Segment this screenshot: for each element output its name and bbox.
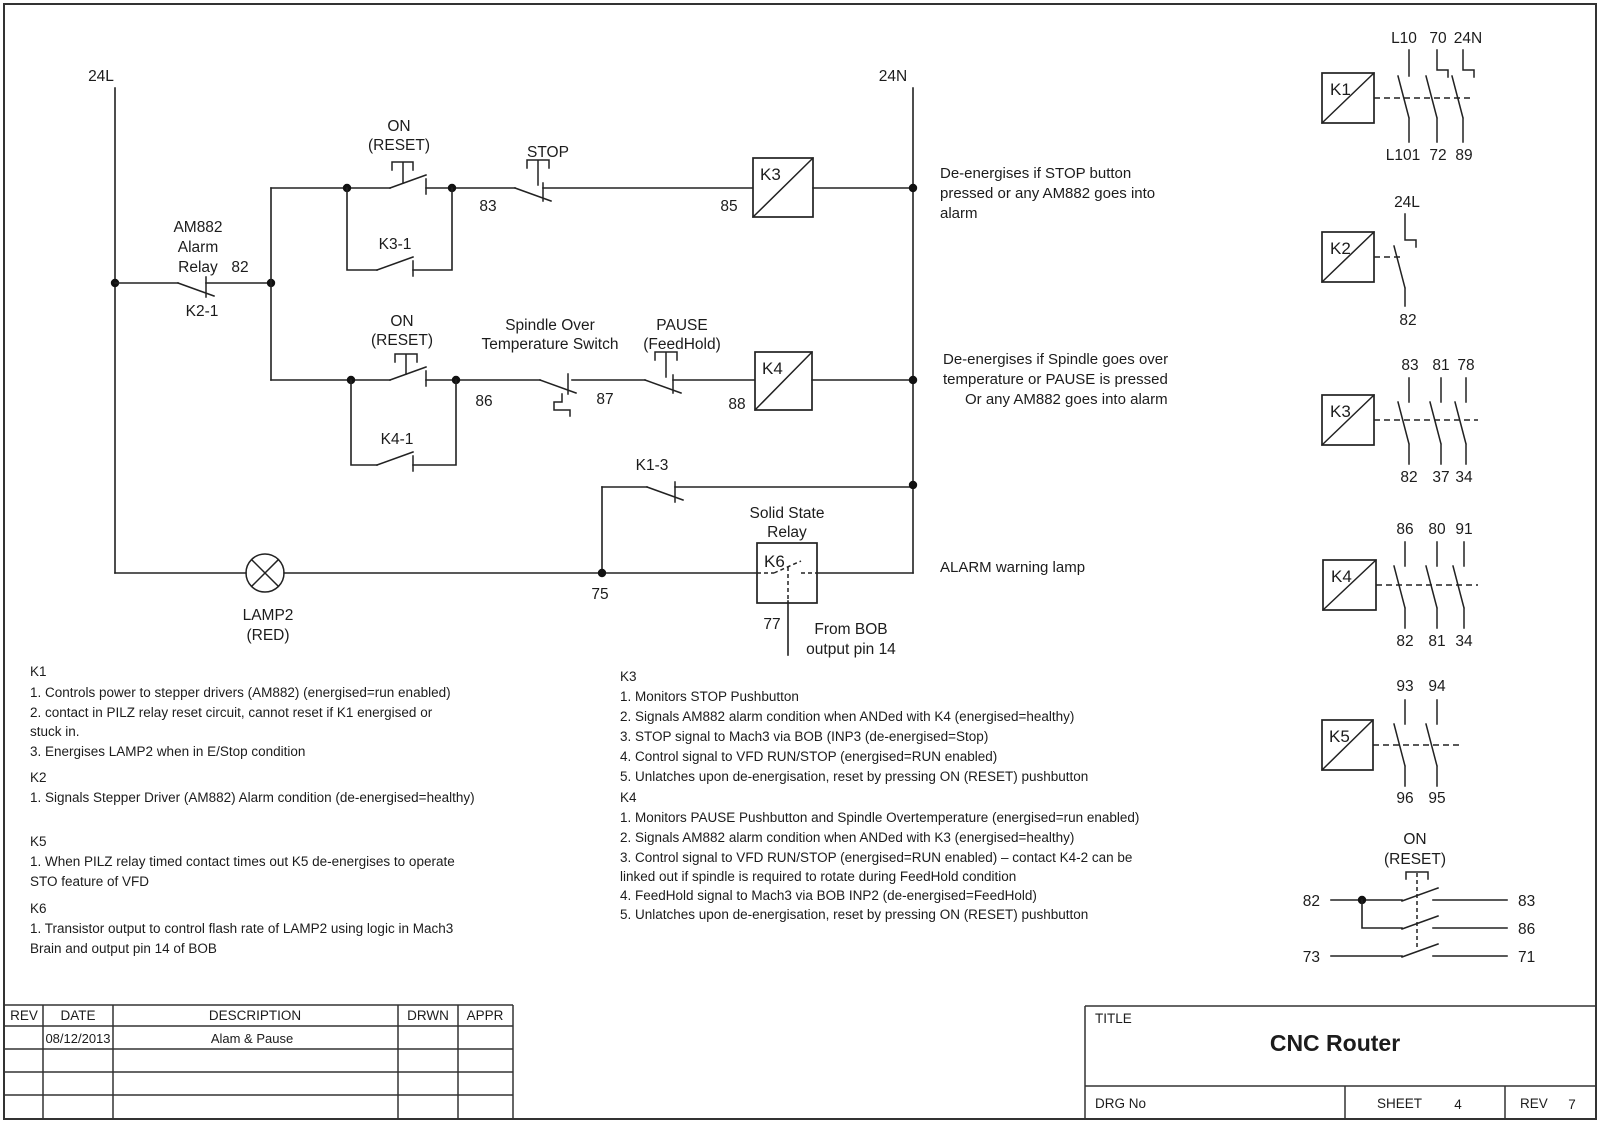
- rung1-annotation-1: De-energises if STOP button: [940, 165, 1132, 182]
- reset-chart-left-terminal: 73: [1302, 949, 1320, 966]
- chart-k3-top-terminal: 78: [1457, 357, 1475, 374]
- note-k4-line: 5. Unlatches upon de-energisation, reset by pressing ON (RESET) pushbutton: [620, 907, 1089, 922]
- title-block: [1085, 1006, 1596, 1119]
- k4-1-label: K4-1: [380, 431, 414, 448]
- alarm-lamp-annotation: ALARM warning lamp: [940, 559, 1086, 576]
- note-k4-heading: K4: [620, 790, 637, 805]
- note-k5-heading: K5: [30, 834, 47, 849]
- ssr-label-1: Solid State: [749, 505, 825, 522]
- on-reset-chart: [1303, 831, 1536, 966]
- rev-table-header-date: DATE: [60, 1008, 96, 1023]
- lamp2-icon: [246, 554, 284, 592]
- on-reset-pushbutton-2-icon: [390, 354, 426, 386]
- reset-chart-right-terminal: 83: [1518, 893, 1536, 910]
- contact-chart-k1: [1322, 30, 1482, 164]
- note-k3-line: 3. STOP signal to Mach3 via BOB (INP3 (de-energised=Stop): [620, 729, 989, 744]
- left-rail-24l: [88, 68, 115, 573]
- rung1-annotation-3: alarm: [940, 205, 978, 222]
- k3-1-latch-branch: [347, 188, 452, 276]
- chart-k3-bottom-terminal: 37: [1432, 469, 1450, 486]
- chart-k1-bottom-terminal: 72: [1429, 147, 1447, 164]
- note-k1-line: 3. Energises LAMP2 when in E/Stop condition: [30, 744, 306, 759]
- chart-k4-name: K4: [1331, 567, 1352, 586]
- chart-k1-top-terminal: 24N: [1453, 30, 1483, 47]
- chart-k1-bottom-terminal: L101: [1385, 147, 1421, 164]
- rung2-annotation-3: Or any AM882 goes into alarm: [965, 391, 1168, 408]
- rung1-on-label: ON: [387, 118, 411, 135]
- chart-k5-top-terminal: 93: [1396, 678, 1414, 695]
- note-k3-line: 2. Signals AM882 alarm condition when ANDed with K4 (energised=healthy): [620, 709, 1075, 724]
- rev-label: REV: [1520, 1096, 1548, 1111]
- chart-k4-bottom-terminal: 82: [1396, 633, 1414, 650]
- chart-k5-top-terminal: 94: [1428, 678, 1446, 695]
- terminal-86: 86: [475, 393, 493, 410]
- lamp2-label-2: (RED): [246, 627, 290, 644]
- terminal-87: 87: [596, 391, 614, 408]
- rev-table-date-cell: 08/12/2013: [45, 1031, 111, 1046]
- reset-chart-left-terminal: 82: [1302, 893, 1320, 910]
- temperature-switch-icon: [540, 374, 576, 416]
- note-k4-line: linked out if spindle is required to rotate during FeedHold condition: [620, 869, 1017, 884]
- title-label: TITLE: [1095, 1011, 1132, 1026]
- note-k3-line: 4. Control signal to VFD RUN/STOP (energised=RUN enabled): [620, 749, 998, 764]
- k3-1-label: K3-1: [378, 236, 412, 253]
- rung1: [271, 118, 1155, 276]
- note-k1-line: 1. Controls power to stepper drivers (AM882) (energised=run enabled): [30, 685, 451, 700]
- pushbutton-actuator-icon: [1406, 872, 1428, 950]
- am882-label-1: AM882: [173, 219, 223, 236]
- rev-table-description-cell: Alam & Pause: [210, 1031, 294, 1046]
- terminal-82: 82: [231, 259, 249, 276]
- notes-middle-column: [620, 669, 1139, 922]
- note-k4-line: 3. Control signal to VFD RUN/STOP (energised=RUN enabled) – contact K4-2 can be: [620, 850, 1133, 865]
- note-k5-line: 1. When PILZ relay timed contact times out K5 de-energises to operate: [30, 854, 455, 869]
- rung2-on-label: ON: [390, 313, 414, 330]
- chart-k4-top-terminal: 86: [1396, 521, 1414, 538]
- reset-chart-reset-label: (RESET): [1384, 851, 1446, 868]
- sheet-number: 4: [1454, 1097, 1462, 1112]
- notes-left-column: [30, 664, 475, 956]
- reset-chart-right-terminal: 71: [1518, 949, 1536, 966]
- reset-chart-right-terminal: 86: [1518, 921, 1536, 938]
- note-k6-line: 1. Transistor output to control flash rate of LAMP2 using logic in Mach3: [30, 921, 454, 936]
- note-k4-line: 2. Signals AM882 alarm condition when ANDed with K3 (energised=healthy): [620, 830, 1075, 845]
- chart-k1-top-terminal: 70: [1429, 30, 1447, 47]
- rev-table-header-description: DESCRIPTION: [208, 1008, 302, 1023]
- pause-button-icon: [645, 352, 681, 393]
- chart-k5-bottom-terminal: 96: [1396, 790, 1414, 807]
- k2-1-label: K2-1: [185, 303, 219, 320]
- chart-k3-bottom-terminal: 34: [1455, 469, 1473, 486]
- note-k3-line: 1. Monitors STOP Pushbutton: [620, 689, 799, 704]
- k6-ssr: [757, 543, 817, 655]
- am882-label-3: Relay: [178, 259, 218, 276]
- rung3-lamp-circuit: [115, 457, 1085, 658]
- rung2-annotation-2: temperature or PAUSE is pressed: [943, 371, 1168, 388]
- chart-k3-name: K3: [1330, 402, 1351, 421]
- note-k6-line: Brain and output pin 14 of BOB: [30, 941, 217, 956]
- chart-k1-name: K1: [1330, 80, 1351, 99]
- contact-chart-k5: [1322, 678, 1462, 807]
- chart-k5-bottom-terminal: 95: [1428, 790, 1446, 807]
- rev-table-header-drwn: DRWN: [407, 1008, 449, 1023]
- temp-switch-label-1: Spindle Over: [505, 317, 595, 334]
- chart-k4-bottom-terminal: 81: [1428, 633, 1446, 650]
- bob-label-2: output pin 14: [806, 641, 896, 658]
- rung1-annotation-2: pressed or any AM882 goes into: [940, 185, 1156, 202]
- note-k2-heading: K2: [30, 770, 47, 785]
- rung2-annotation-1: De-energises if Spindle goes over: [943, 351, 1169, 368]
- note-k4-line: 4. FeedHold signal to Mach3 via BOB INP2 (de-energised=FeedHold): [620, 888, 1037, 903]
- am882-label-2: Alarm: [177, 239, 219, 256]
- lamp2-label-1: LAMP2: [242, 607, 294, 624]
- ssr-label-2: Relay: [767, 524, 807, 541]
- k2-1-branch: [111, 188, 275, 380]
- terminal-88: 88: [728, 396, 746, 413]
- reset-chart-on-label: ON: [1403, 831, 1427, 848]
- note-k6-heading: K6: [30, 901, 47, 916]
- terminal-75: 75: [591, 586, 609, 603]
- rung1-reset-label: (RESET): [368, 137, 430, 154]
- sheet-label: SHEET: [1377, 1096, 1423, 1111]
- k4-coil: [755, 352, 812, 410]
- pause-label-1: PAUSE: [656, 317, 708, 334]
- k3-coil: [753, 158, 813, 217]
- right-rail-24n: [879, 68, 913, 573]
- chart-k3-top-terminal: 83: [1401, 357, 1419, 374]
- k3-coil-label: K3: [760, 165, 781, 184]
- k2-1-contact-icon: [178, 277, 214, 297]
- chart-k1-top-terminal: L10: [1391, 30, 1417, 47]
- note-k1-heading: K1: [30, 664, 47, 679]
- k4-1-latch-branch: [351, 380, 456, 471]
- note-k2-line: 1. Signals Stepper Driver (AM882) Alarm condition (de-energised=healthy): [30, 790, 475, 805]
- note-k1-line: stuck in.: [30, 724, 80, 739]
- rev-table-header-appr: APPR: [466, 1008, 504, 1023]
- chart-k4-bottom-terminal: 34: [1455, 633, 1473, 650]
- note-k3-heading: K3: [620, 669, 637, 684]
- contact-chart-k2: [1322, 194, 1420, 329]
- drg-no-label: DRG No: [1095, 1096, 1147, 1111]
- contact-chart-k3: [1322, 357, 1478, 486]
- k4-coil-label: K4: [762, 359, 783, 378]
- chart-k3-top-terminal: 81: [1432, 357, 1450, 374]
- k1-3-label: K1-3: [635, 457, 669, 474]
- chart-k4-top-terminal: 91: [1455, 521, 1473, 538]
- right-rail-label: 24N: [878, 68, 908, 85]
- k1-3-contact-icon: [647, 482, 683, 502]
- terminal-85: 85: [720, 198, 738, 215]
- terminal-77: 77: [763, 616, 781, 633]
- temp-switch-label-2: Temperature Switch: [481, 336, 619, 353]
- chart-k4-top-terminal: 80: [1428, 521, 1446, 538]
- rung2: [271, 313, 1168, 471]
- revision-table: [4, 1005, 513, 1119]
- chart-k1-bottom-terminal: 89: [1455, 147, 1473, 164]
- stop-button-icon: [515, 160, 551, 201]
- chart-k3-bottom-terminal: 82: [1400, 469, 1418, 486]
- note-k3-line: 5. Unlatches upon de-energisation, reset by pressing ON (RESET) pushbutton: [620, 769, 1089, 784]
- note-k4-line: 1. Monitors PAUSE Pushbutton and Spindle Overtemperature (energised=run enabled): [620, 810, 1140, 825]
- contact-chart-k4: [1323, 521, 1478, 650]
- rev-table-header-rev: REV: [10, 1008, 38, 1023]
- chart-k2-top-terminal: 24L: [1394, 194, 1420, 211]
- terminal-83: 83: [479, 198, 497, 215]
- on-reset-pushbutton-1-icon: [390, 162, 426, 194]
- pause-label-2: (FeedHold): [643, 336, 721, 353]
- chart-k2-name: K2: [1330, 239, 1351, 258]
- drawing-title: CNC Router: [1269, 1030, 1401, 1056]
- rev-number: 7: [1568, 1097, 1576, 1112]
- note-k1-line: 2. contact in PILZ relay reset circuit, cannot reset if K1 energised or: [30, 705, 433, 720]
- chart-k5-name: K5: [1329, 727, 1350, 746]
- note-k5-line: STO feature of VFD: [30, 874, 150, 889]
- left-rail-label: 24L: [88, 68, 114, 85]
- bob-label-1: From BOB: [814, 621, 888, 638]
- k6-label: K6: [764, 552, 785, 571]
- stop-label: STOP: [527, 144, 569, 161]
- rung2-reset-label: (RESET): [371, 332, 433, 349]
- chart-k2-bottom-terminal: 82: [1399, 312, 1417, 329]
